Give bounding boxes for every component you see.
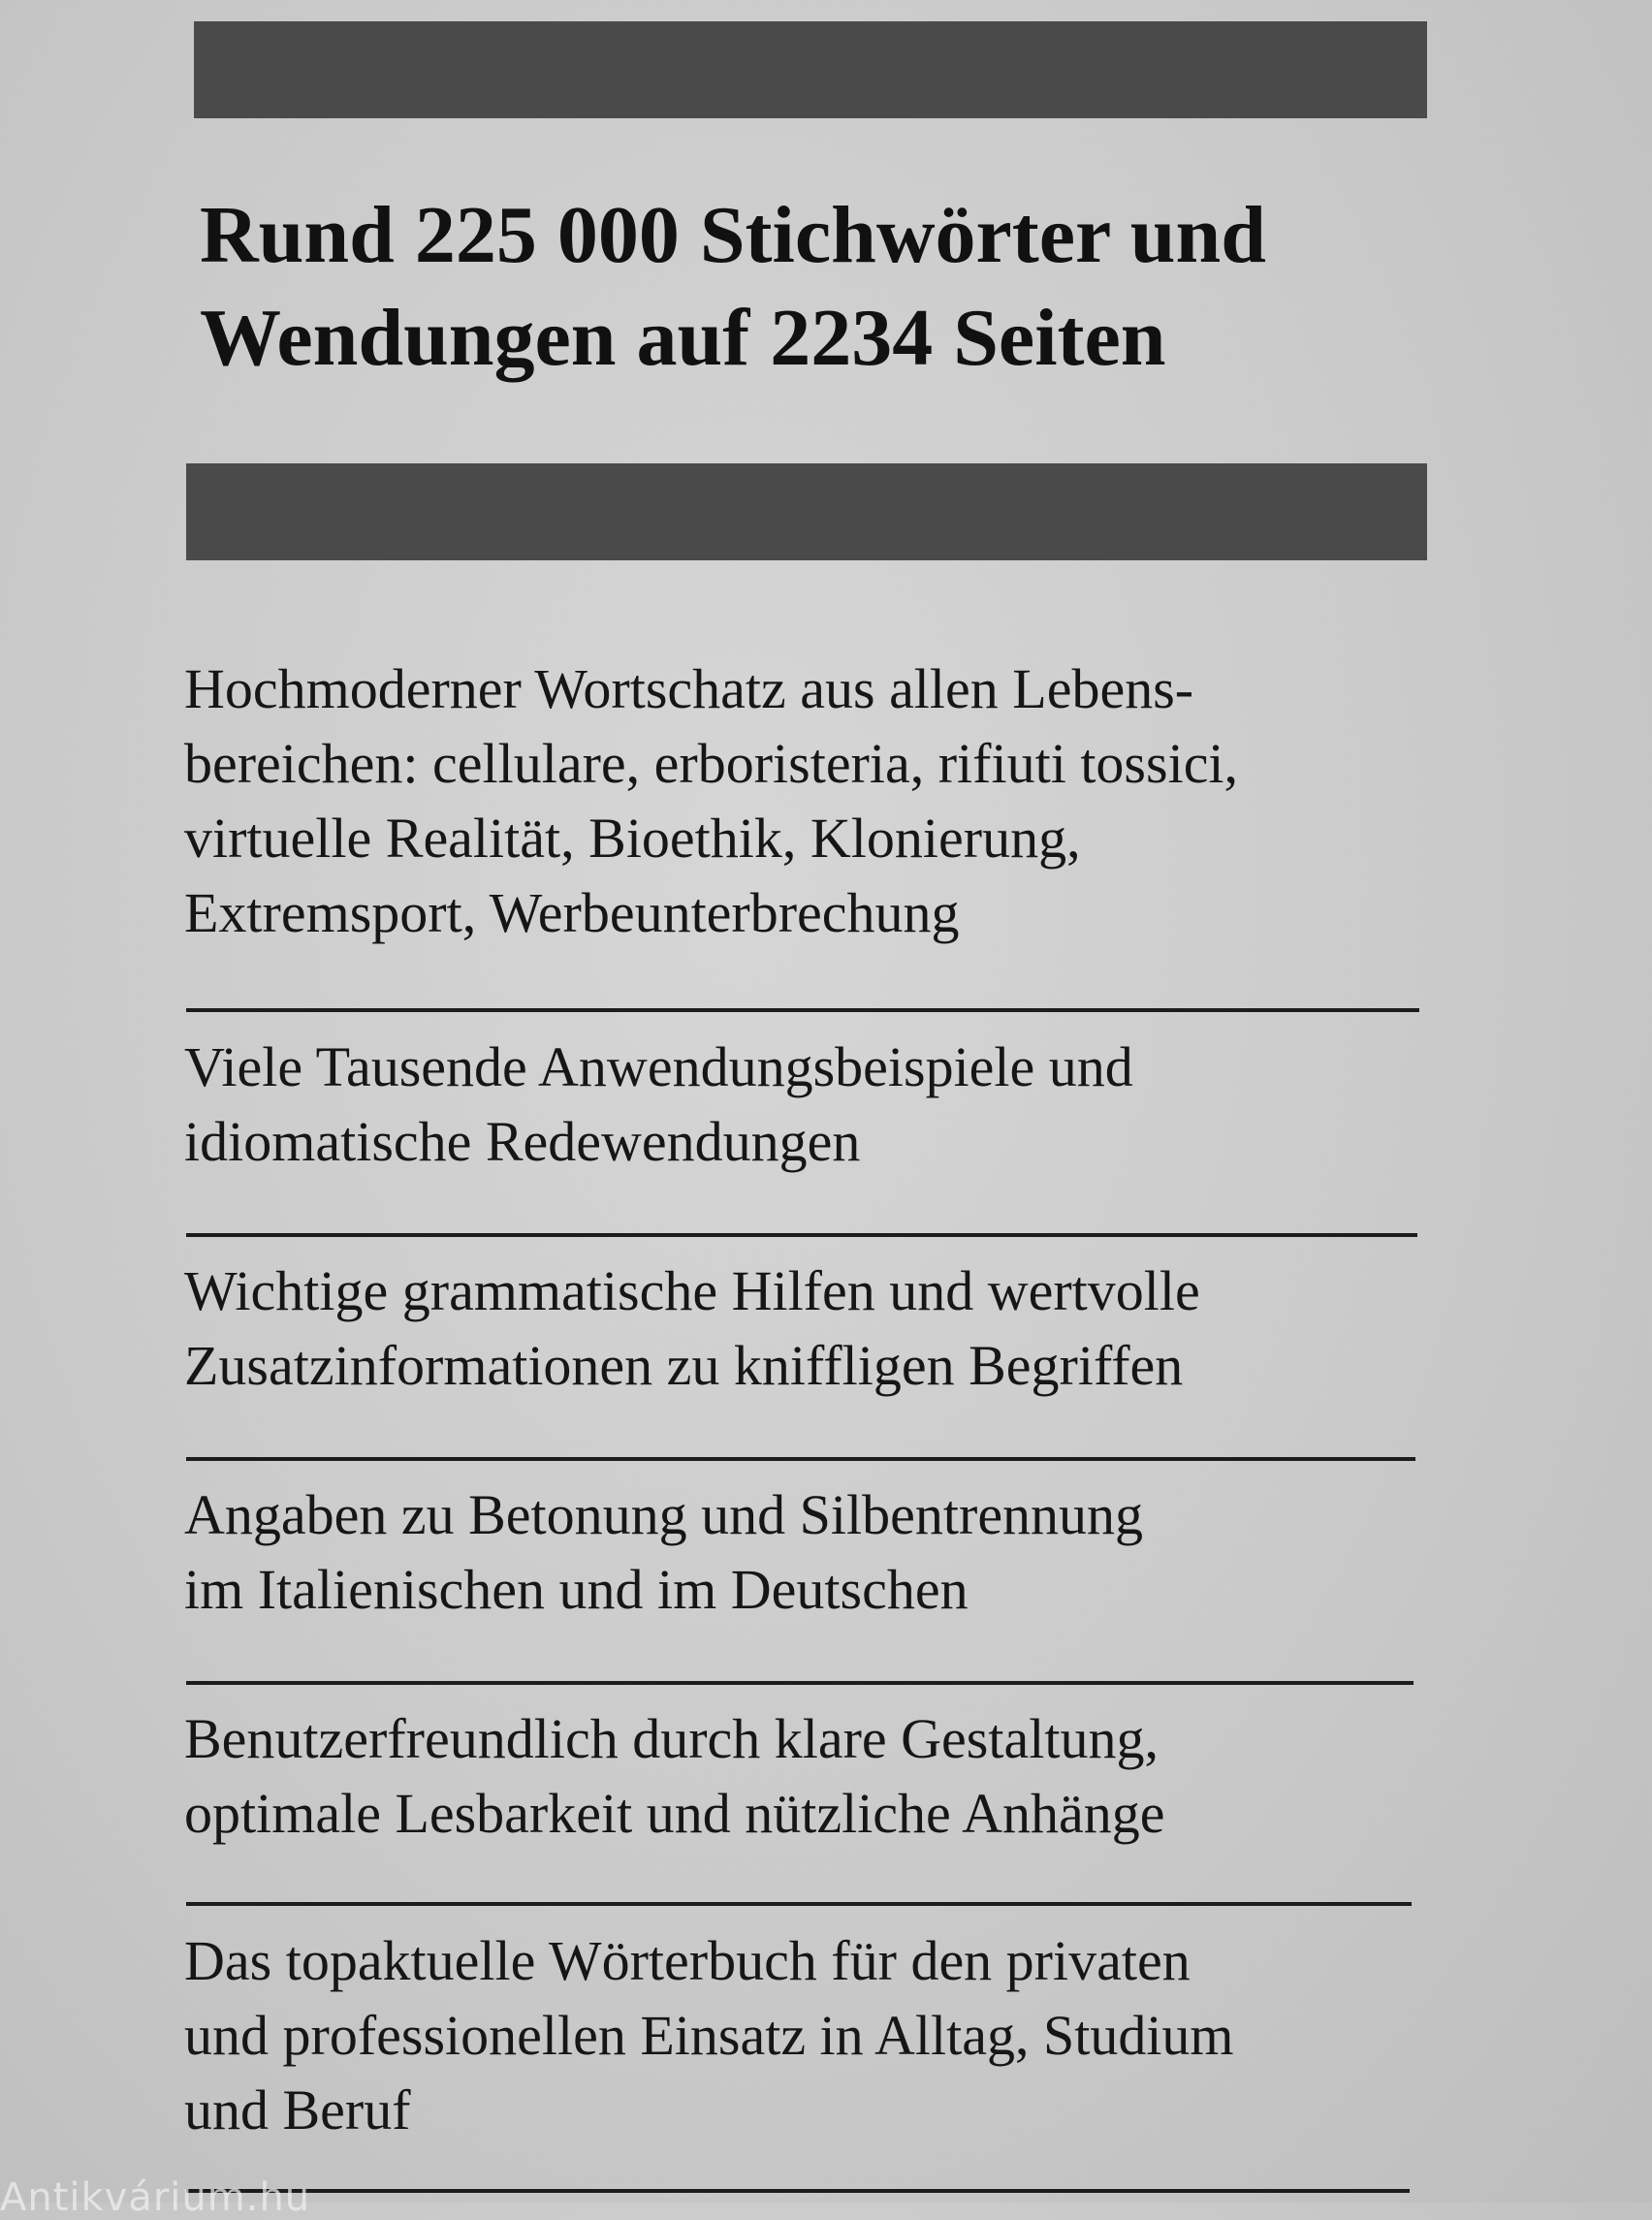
- headline: [200, 184, 1421, 390]
- feature-vocabulary: [184, 651, 1435, 950]
- divider-rule: [186, 1008, 1419, 1012]
- headline-line: Rund 225 000 Stichwörter und: [200, 190, 1266, 280]
- feature-line: virtuelle Realität, Bioethik, Klonierung,: [184, 807, 1081, 870]
- divider-rule: [186, 2189, 1410, 2193]
- feature-line: Das topaktuelle Wörterbuch für den privaten: [184, 1929, 1191, 1992]
- middle-dark-bar: [186, 463, 1427, 560]
- feature-line: bereichen: cellulare, erboristeria, rifiuti tossici,: [184, 732, 1239, 795]
- feature-line: im Italienischen und im Deutschen: [184, 1558, 969, 1621]
- feature-line: optimale Lesbarkeit und nützliche Anhänge: [184, 1782, 1165, 1845]
- divider-rule: [186, 1457, 1415, 1461]
- watermark: Antikvárium.hu: [0, 2175, 311, 2220]
- feature-grammar: [184, 1253, 1435, 1403]
- divider-rule: [186, 1902, 1412, 1906]
- feature-line: Extremsport, Werbeunterbrechung: [184, 881, 960, 944]
- feature-line: idiomatische Redewendungen: [184, 1110, 861, 1173]
- feature-line: Hochmoderner Wortschatz aus allen Lebens-: [184, 657, 1194, 720]
- divider-rule: [186, 1233, 1417, 1237]
- top-dark-bar: [194, 21, 1427, 118]
- feature-stress: [184, 1477, 1435, 1627]
- feature-usability: [184, 1701, 1435, 1851]
- feature-line: Zusatzinformationen zu kniffligen Begriffen: [184, 1334, 1184, 1397]
- feature-line: und professionellen Einsatz in Alltag, Studium: [184, 2004, 1234, 2067]
- feature-line: Wichtige grammatische Hilfen und wertvolle: [184, 1259, 1200, 1322]
- feature-line: Benutzerfreundlich durch klare Gestaltung,: [184, 1707, 1159, 1770]
- feature-line: Viele Tausende Anwendungsbeispiele und: [184, 1035, 1133, 1098]
- feature-line: Angaben zu Betonung und Silbentrennung: [184, 1483, 1144, 1546]
- headline-line: Wendungen auf 2234 Seiten: [200, 293, 1166, 383]
- feature-dictionary: [184, 1923, 1435, 2147]
- divider-rule: [186, 1681, 1414, 1685]
- feature-examples: [184, 1030, 1435, 1179]
- feature-line: und Beruf: [184, 2078, 411, 2141]
